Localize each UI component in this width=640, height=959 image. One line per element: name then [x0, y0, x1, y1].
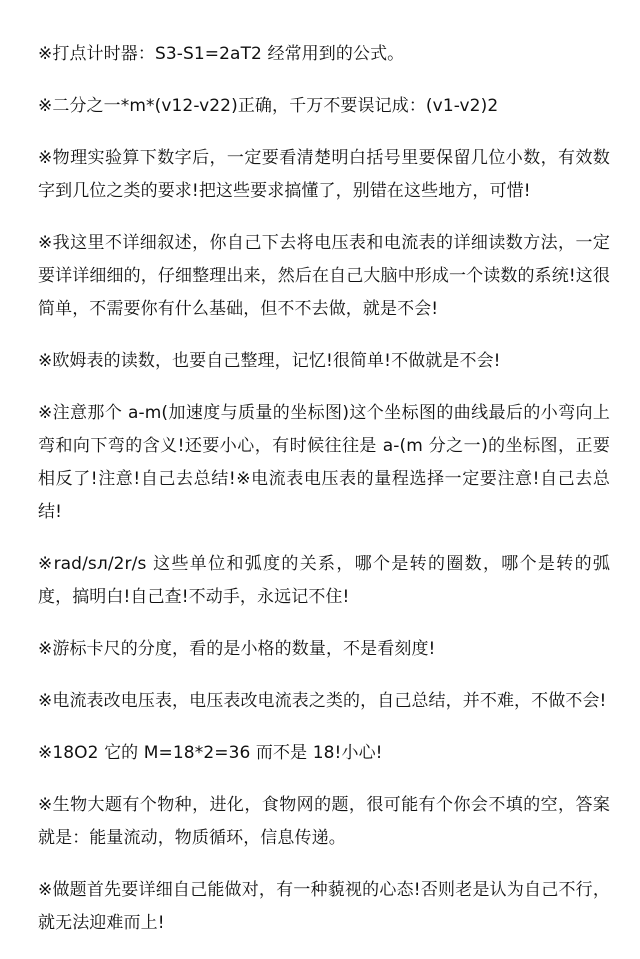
paragraph-ohmmeter: ※欧姆表的读数，也要自己整理，记忆!很简单!不做就是不会!	[38, 351, 501, 371]
paragraph-meter-conversion: ※电流表改电压表，电压表改电流表之类的，自己总结，并不难，不做不会!	[38, 691, 607, 711]
paragraph-vernier-caliper: ※游标卡尺的分度，看的是小格的数量，不是看刻度!	[38, 639, 436, 659]
paragraph-mindset: ※做题首先要详细自己能做对，有一种藐视的心态!否则老是认为自己不行，就无法迎难而上!	[38, 880, 610, 933]
paragraph-timer-formula: ※打点计时器：S3-S1=2aT2 经常用到的公式。	[38, 44, 405, 64]
paragraph-radian-units: ※rad/sл/2r/s 这些单位和弧度的关系，哪个是转的圈数，哪个是转的弧度，搞明白!自己查!不动手，永远记不住!	[38, 554, 610, 607]
document-body	[38, 38, 610, 959]
paragraph-molar-mass: ※18O2 它的 M=18*2=36 而不是 18!小心!	[38, 743, 383, 763]
paragraph-significant-digits: ※物理实验算下数字后，一定要看清楚明白括号里要保留几位小数，有效数字到几位之类的要求!把这些要求搞懂了，别错在这些地方，可惜!	[38, 148, 610, 201]
paragraph-a-m-graph: ※注意那个 a-m(加速度与质量的坐标图)这个坐标图的曲线最后的小弯向上弯和向下弯的含义!还要小心，有时候往往是 a-(m 分之一)的坐标图，正要相反了!注意!自己去总结!※电流表电压表的量程选择一定要注意!自己去总结!	[38, 403, 610, 522]
paragraph-biology-question: ※生物大题有个物种，进化，食物网的题，很可能有个你会不填的空，答案就是：能量流动，物质循环，信息传递。	[38, 795, 610, 848]
paragraph-kinetic-energy: ※二分之一*m*(v12-v22)正确，千万不要误记成：(v1-v2)2	[38, 96, 499, 116]
paragraph-meter-reading: ※我这里不详细叙述，你自己下去将电压表和电流表的详细读数方法，一定要详详细细的，仔细整理出来，然后在自己大脑中形成一个读数的系统!这很简单，不需要你有什么基础，但不不去做，就是不会!	[38, 233, 610, 319]
